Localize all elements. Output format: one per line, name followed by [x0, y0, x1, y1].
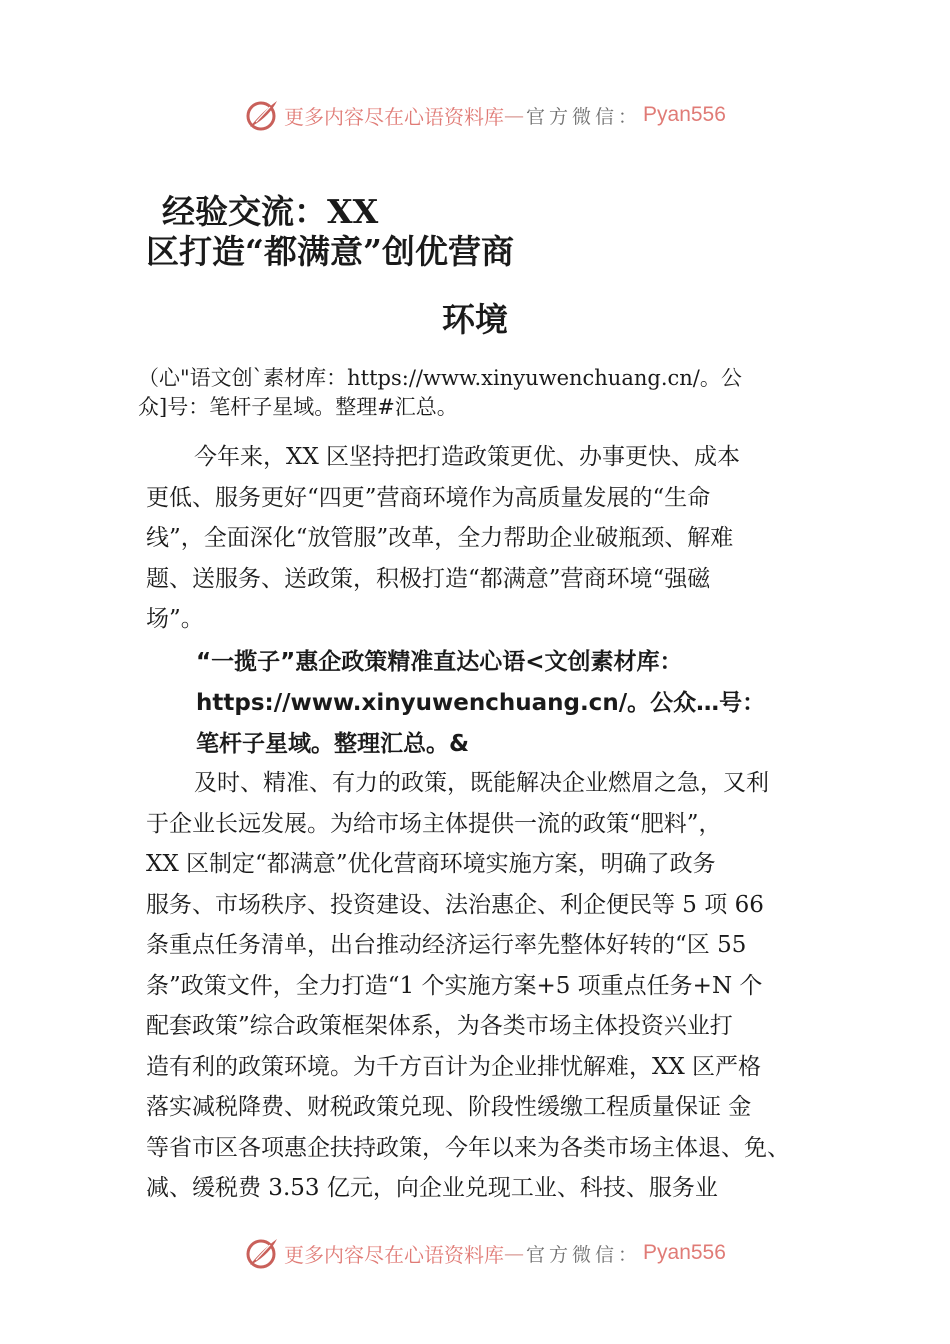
banner-slogan: 更多内容尽在心语资料库	[284, 104, 504, 129]
banner-wechat-id: Pyan556	[643, 103, 726, 126]
paragraph-line: 场”。	[146, 606, 204, 632]
paragraph-line: 落实减税降费、财税政策兑现、阶段性缓缴工程质量保证 金	[146, 1094, 752, 1120]
paragraph-intro	[146, 437, 846, 640]
source-note-line: （心"语文创`素材库：https://www.xinyuwenchuang.cn/。公	[138, 366, 742, 390]
header-banner	[0, 95, 950, 135]
document-title-line-1: 经验交流：XX	[162, 192, 379, 231]
banner-wechat-id: Pyan556	[643, 1241, 726, 1264]
section-heading-line: “一揽子”惠企政策精准直达心语<文创素材库：	[196, 649, 683, 675]
banner-separator: —	[504, 1241, 526, 1265]
section-heading-line: 笔杆子星域。整理汇总。&	[196, 731, 470, 757]
paragraph-line: 线”，全面深化“放管服”改革，全力帮助企业破瓶颈、解难	[146, 525, 734, 551]
paragraph-line: 及时、精准、有力的政策，既能解决企业燃眉之急，又利	[194, 770, 769, 796]
quill-logo-icon	[244, 1235, 280, 1271]
paragraph-line: 更低、服务更好“四更”营商环境作为高质量发展的“生命	[146, 484, 711, 511]
banner-wechat-label: 官方微信：	[526, 1243, 642, 1266]
paragraph-line: 条”政策文件，全力打造“1 个实施方案+5 项重点任务+N 个	[146, 972, 763, 999]
source-note	[138, 364, 838, 422]
section-heading	[196, 642, 856, 765]
banner-separator: —	[504, 103, 526, 127]
banner-wechat-label: 官方微信：	[526, 105, 642, 128]
paragraph-line: 条重点任务清单，出台推动经济运行率先整体好转的“区 55	[146, 932, 747, 958]
document-title-line-3: 环境	[442, 300, 508, 339]
footer-banner	[0, 1233, 950, 1273]
paragraph-line: 等省市区各项惠企扶持政策，今年以来为各类市场主体退、免、	[146, 1134, 790, 1161]
paragraph-line: 服务、市场秩序、投资建设、法治惠企、利企便民等 5 项 66	[146, 891, 764, 918]
document-title-line-2: 区打造“都满意”创优营商	[146, 232, 514, 271]
paragraph-line: 减、缓税费 3.53 亿元，向企业兑现工业、科技、服务业	[146, 1175, 718, 1201]
paragraph-line: 于企业长远发展。为给市场主体提供一流的政策“肥料”，	[146, 810, 722, 837]
paragraph-policy	[146, 763, 846, 1209]
paragraph-line: 今年来，XX 区坚持把打造政策更优、办事更快、成本	[194, 444, 741, 470]
quill-logo-icon	[244, 97, 280, 133]
source-note-line: 众]号：笔杆子星域。整理#汇总。	[138, 395, 458, 419]
section-heading-line: https://www.xinyuwenchuang.cn/。公众…号：	[196, 690, 766, 716]
paragraph-line: XX 区制定“都满意”优化营商环境实施方案，明确了政务	[146, 851, 716, 877]
banner-slogan: 更多内容尽在心语资料库	[284, 1242, 504, 1267]
paragraph-line: 造有利的政策环境。为千方百计为企业排忧解难，XX 区严格	[146, 1053, 762, 1080]
paragraph-line: 题、送服务、送政策，积极打造“都满意”营商环境“强磁	[146, 565, 711, 592]
paragraph-line: 配套政策”综合政策框架体系，为各类市场主体投资兴业打	[146, 1013, 733, 1039]
